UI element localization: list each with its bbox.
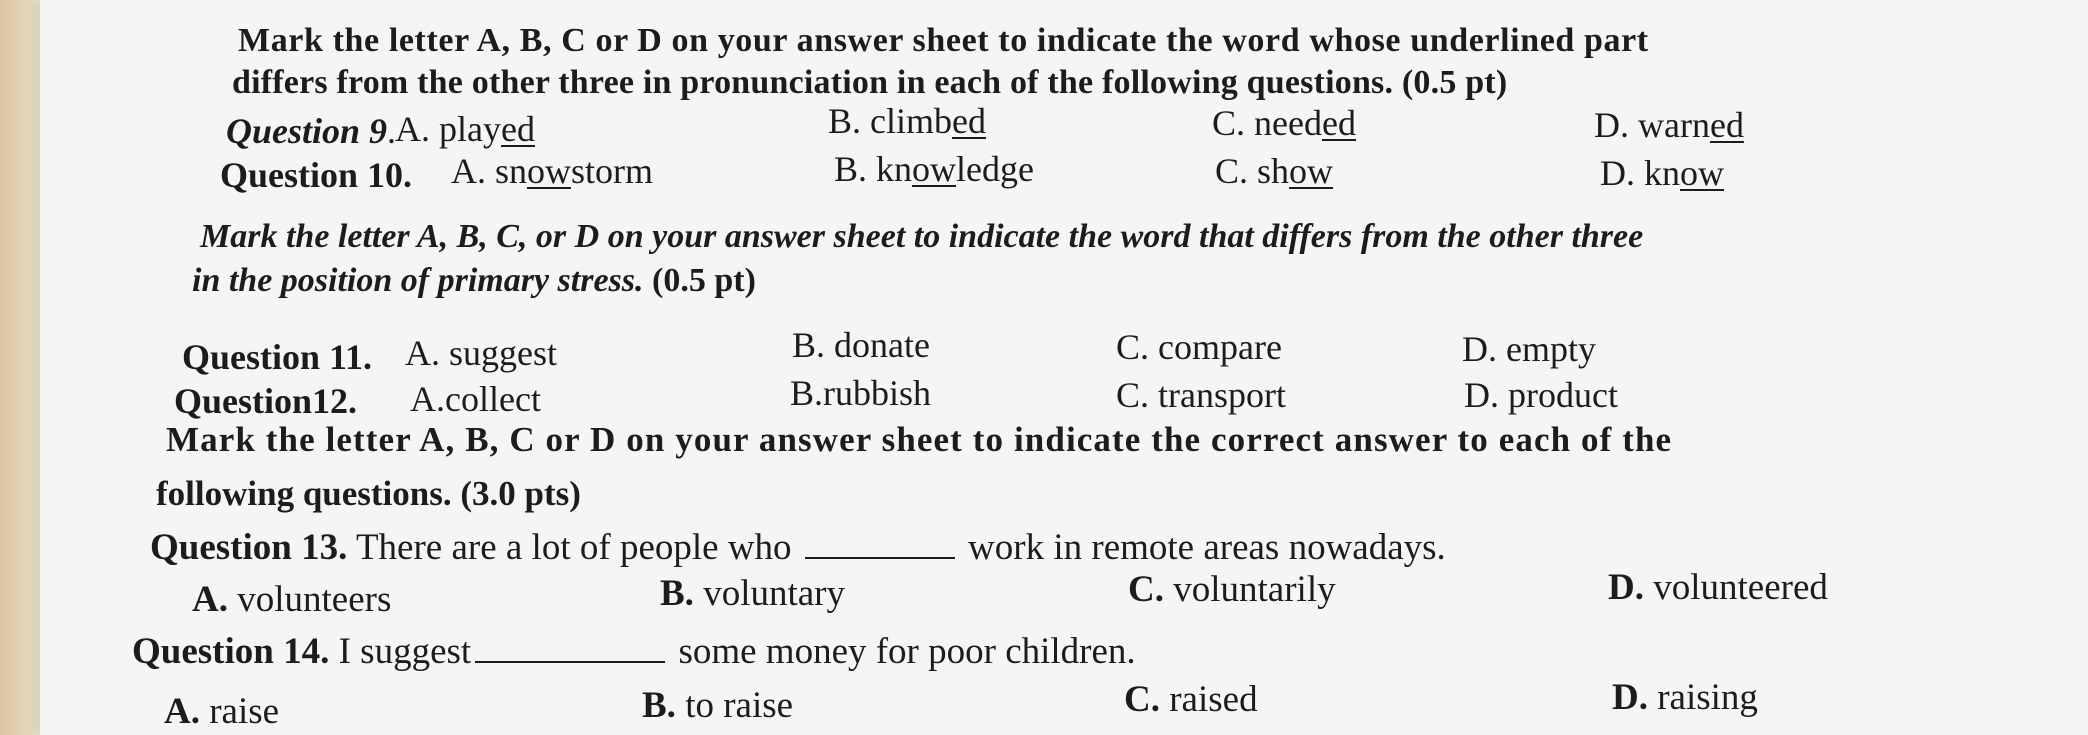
q11-option-c: C. compare: [1116, 327, 1282, 367]
section3-instruction-line2: following questions. (3.0 pts): [156, 474, 581, 513]
q14-option-c: C. raised: [1124, 679, 1258, 720]
question-13-label: Question 13.: [150, 527, 348, 568]
q9-option-d: D. warned: [1594, 105, 1744, 145]
q12-option-c: C. transport: [1116, 375, 1286, 415]
q14-option-a: A. raise: [164, 691, 280, 732]
question-12-label: Question12.: [174, 381, 358, 421]
q14-option-b: B. to raise: [642, 685, 794, 726]
question-9-row: Question 9.: [226, 111, 397, 151]
q10-option-d: D. know: [1600, 153, 1724, 193]
q11-option-a: A. suggest: [405, 333, 557, 373]
question-14-label: Question 14.: [132, 631, 330, 672]
q11-option-d: D. empty: [1462, 329, 1596, 369]
q12-option-b: B.rubbish: [790, 373, 932, 413]
question-13-stem: Question 13. There are a lot of people who work in remote areas nowadays.: [150, 527, 1446, 568]
q13-option-a: A. volunteers: [192, 579, 392, 620]
q14-option-d: D. raising: [1612, 677, 1758, 718]
question-11-label: Question 11.: [182, 337, 373, 377]
answer-blank: [805, 557, 955, 559]
section1-instruction-line1: Mark the letter A, B, C or D on your answer sheet to indicate the word whose underlined part: [238, 22, 1649, 59]
q9-option-a: A. played: [395, 109, 535, 149]
q11-option-b: B. donate: [792, 325, 930, 365]
q13-option-c: C. voluntarily: [1128, 569, 1336, 610]
worksheet-page: [40, 0, 2088, 735]
section1-instruction-line2: differs from the other three in pronunciation in each of the following questions. (0.5 pt): [232, 64, 1508, 101]
question-10-label: Question 10.: [220, 155, 413, 195]
question-9-label: Question 9: [226, 111, 388, 151]
q10-option-c: C. show: [1215, 151, 1334, 191]
section2-instruction-line2: in the position of primary stress. (0.5 pt): [192, 262, 756, 299]
q10-option-b: B. knowledge: [834, 149, 1034, 189]
q10-option-a: A. snowstorm: [451, 151, 654, 191]
section2-instruction-line1: Mark the letter A, B, C, or D on your answer sheet to indicate the word that differs from the other three: [200, 218, 1644, 255]
q13-option-d: D. volunteered: [1608, 567, 1828, 608]
q13-option-b: B. voluntary: [660, 573, 845, 614]
question-14-stem: Question 14. I suggest some money for poor children.: [132, 631, 1136, 672]
q12-option-a: A.collect: [410, 379, 541, 419]
q9-option-c: C. needed: [1212, 103, 1356, 143]
q9-option-b: B. climbed: [828, 101, 986, 141]
answer-blank: [475, 661, 665, 663]
q12-option-d: D. product: [1464, 375, 1618, 415]
section3-instruction-line1: Mark the letter A, B, C or D on your answer sheet to indicate the correct answer to each of the: [166, 420, 1673, 459]
